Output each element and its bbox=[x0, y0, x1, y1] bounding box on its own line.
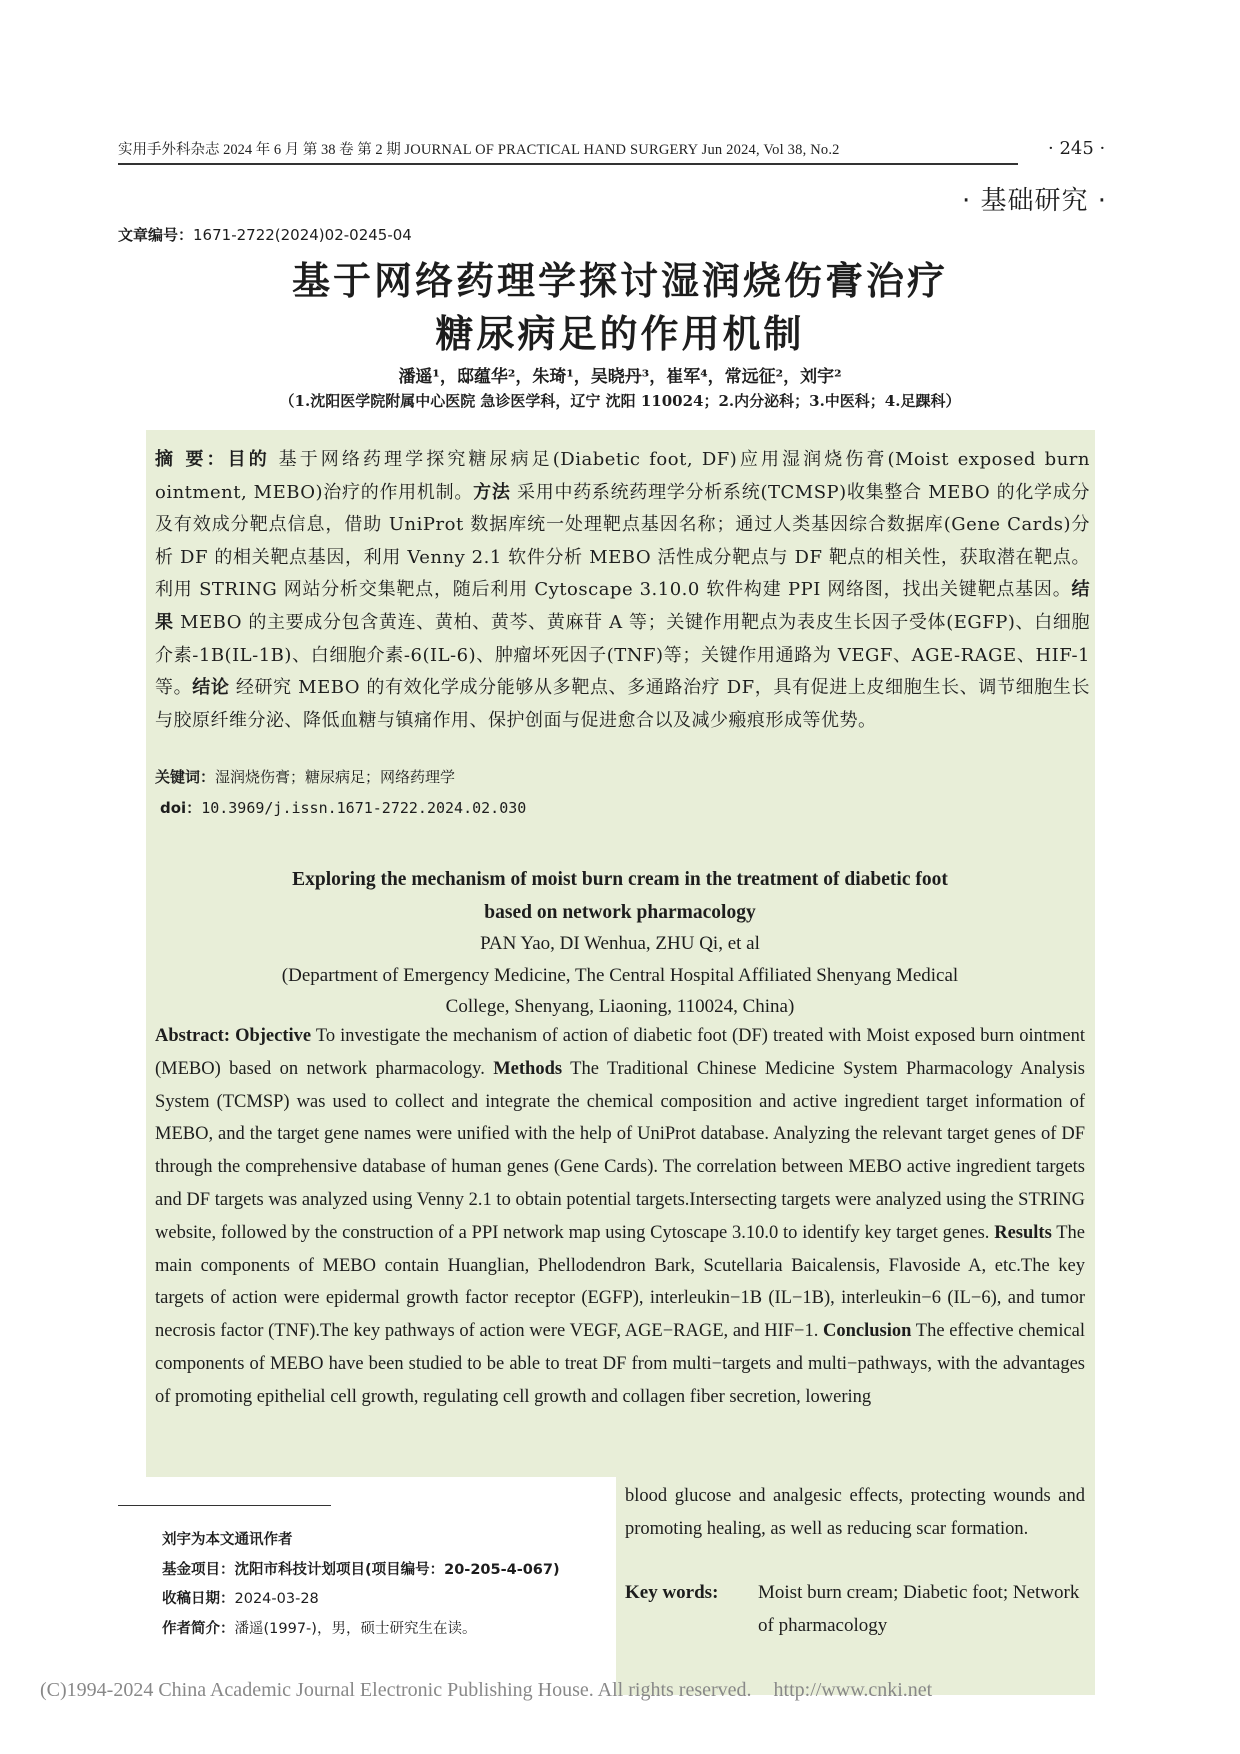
footnote-funding-value: 沈阳市科技计划项目(项目编号：20-205-4-067) bbox=[234, 1561, 560, 1578]
affiliation-zh: （1.沈阳医学院附属中心医院 急诊医学科，辽宁 沈阳 110024；2.内分泌科；3.中医科；4.足踝科） bbox=[279, 392, 961, 410]
keywords-zh-label: 关键词： bbox=[155, 768, 216, 786]
doi bbox=[160, 797, 526, 818]
article-number bbox=[118, 224, 412, 245]
doi-value: 10.3969/j.issn.1671-2722.2024.02.030 bbox=[201, 799, 527, 817]
running-header bbox=[118, 138, 1018, 165]
affiliation-en-line1: (Department of Emergency Medicine, The Central Hospital Affiliated Shenyang Medical bbox=[281, 965, 959, 986]
footnote-funding-label: 基金项目： bbox=[162, 1561, 235, 1578]
conclusion-zh: 经研究 MEBO 的有效化学成分能够从多靶点、多通路治疗 DF，具有促进上皮细胞生长、调节细胞生长与胶原纤维分泌、降低血糖与镇痛作用、保护创面与促进愈合以及减少瘢痕形成等优势。 bbox=[155, 677, 1090, 731]
keywords-zh-value: 湿润烧伤膏；糖尿病足；网络药理学 bbox=[215, 768, 456, 786]
article-number-value: 1671-2722(2024)02-0245-04 bbox=[193, 226, 412, 244]
footnote-received bbox=[162, 1585, 560, 1615]
footnote-author-bio-label: 作者简介： bbox=[162, 1620, 235, 1637]
keywords-en-value: Moist burn cream; Diabetic foot; Network of pharmacology bbox=[758, 1582, 1080, 1636]
objective-en: To investigate the mechanism of action of diabetic foot (DF) treated with Moist exposed burn ointment (MEBO) based on network pharmacology. bbox=[155, 1026, 1085, 1079]
methods-zh: 采用中药系统药理学分析系统(TCMSP)收集整合 MEBO 的化学成分及有效成分靶点信息，借助 UniProt 数据库统一处理靶点基因名称；通过人类基因综合数据库(Gene Cards)分析 DF 的相关靶点基因，利用 Venny 2.1 软件分析 MEBO 活性成分靶点与 DF 靶点的相关性，获取潜在靶点。利用 STRING 网站分析交集靶点，随后利用 Cytoscape 3.10.0 软件构建 PPI 网络图，找出关键靶点基因。 bbox=[155, 481, 1090, 601]
results-zh: MEBO 的主要成分包含黄连、黄柏、黄芩、黄麻苷 A 等；关键作用靶点为表皮生长因子受体(EGFP)、白细胞介素-1B(IL-1B)、白细胞介素-6(IL-6)、肿瘤坏死因子(TNF)等；关键作用通路为 VEGF、AGE-RAGE、HIF-1 等。 bbox=[155, 611, 1091, 699]
abstract-zh bbox=[155, 444, 1090, 737]
keywords-en bbox=[625, 1577, 1085, 1643]
conclusion-en-label: Conclusion bbox=[823, 1321, 912, 1342]
results-en-label: Results bbox=[994, 1222, 1052, 1243]
copyright-text: (C)1994-2024 China Academic Journal Electronic Publishing House. All rights reserved. bbox=[40, 1679, 752, 1701]
title-zh-line1: 基于网络药理学探讨湿润烧伤膏治疗 bbox=[291, 258, 948, 303]
article-number-label: 文章编号： bbox=[118, 226, 194, 244]
footnote-received-label: 收稿日期： bbox=[162, 1591, 235, 1607]
footnote-funding bbox=[162, 1556, 560, 1586]
objective-zh-label: 目的 bbox=[227, 449, 270, 470]
footnotes bbox=[162, 1526, 560, 1644]
authors-zh: 潘遥¹，邸蕴华²，朱琦¹，吴晓丹³，崔军⁴，常远征²，刘宇² bbox=[398, 367, 842, 387]
footnote-author-bio bbox=[162, 1615, 560, 1645]
abstract-zh-label: 摘 要： bbox=[155, 449, 228, 470]
methods-zh-label: 方法 bbox=[473, 481, 511, 503]
cnki-link[interactable]: http://www.cnki.net bbox=[773, 1679, 933, 1701]
keywords-en-label: Key words: bbox=[625, 1582, 719, 1603]
results-en: The main components of MEBO contain Huanglian, Phellodendron Bark, Scutellaria Baicalensis, Flavoside A, etc.The key targets of action were epidermal growth factor receptor (EGFP), interleukin−1B (IL−1B), interleukin−6 (IL−6), and tumor necrosis factor (TNF).The key pathways of action were VEGF, AGE−RAGE, and HIF−1. bbox=[155, 1222, 1085, 1342]
footnote-corresponding bbox=[162, 1526, 560, 1556]
affiliation-en-line2: College, Shenyang, Liaoning, 110024, China) bbox=[445, 996, 795, 1017]
footnote-author-bio-value: 潘遥(1997-)，男，硕士研究生在读。 bbox=[234, 1620, 477, 1637]
journal-name-en: JOURNAL OF PRACTICAL HAND SURGERY Jun 2024, Vol 38, No.2 bbox=[404, 142, 840, 158]
page-number: · 245 · bbox=[1048, 138, 1106, 159]
title-zh-line2: 糖尿病足的作用机制 bbox=[435, 311, 805, 356]
conclusion-en: The effective chemical components of MEBO have been studied to be able to treat DF from multi−targets and multi−pathways, with the advantages of promoting epithelial cell growth, regulating cell growth and collagen fiber secretion, lowering bbox=[155, 1321, 1086, 1407]
objective-en-label: Objective bbox=[235, 1026, 312, 1046]
section-tag: · 基础研究 · bbox=[962, 186, 1108, 216]
title-en-line2: based on network pharmacology bbox=[484, 902, 756, 923]
abstract-en-label: Abstract: bbox=[155, 1026, 231, 1046]
journal-name-zh: 实用手外科杂志 2024 年 6 月 第 38 卷 第 2 期 bbox=[118, 142, 401, 158]
footnote-rule bbox=[118, 1505, 331, 1506]
methods-en: The Traditional Chinese Medicine System Pharmacology Analysis System (TCMSP) was used to collect and integrate the chemical composition and active ingredient target information of MEBO, and the target gene names were unified with the help of UniProt database. Analyzing the relevant target genes of DF through the comprehensive database of human genes (Gene Cards). The correlation between MEBO active ingredient targets and DF targets was analyzed using Venny 2.1 to obtain potential targets.Intersecting targets were analyzed using the STRING website, followed by the construction of a PPI network map using Cytoscape 3.10.0 to identify key target genes. bbox=[155, 1058, 1085, 1243]
copyright-line bbox=[40, 1679, 932, 1702]
doi-label: doi： bbox=[160, 799, 202, 817]
objective-zh: 基于网络药理学探究糖尿病足(Diabetic foot, DF)应用湿润烧伤膏(Moist exposed burn ointment, MEBO)治疗的作用机制。 bbox=[155, 449, 1090, 503]
results-zh-label: 结果 bbox=[155, 579, 1090, 633]
methods-en-label: Methods bbox=[493, 1058, 563, 1079]
authors-en: PAN Yao, DI Wenhua, ZHU Qi, et al bbox=[480, 933, 760, 954]
conclusion-zh-label: 结论 bbox=[192, 677, 230, 699]
footnote-corresponding-text: 刘宇为本文通讯作者 bbox=[162, 1532, 293, 1548]
abstract-en bbox=[155, 1020, 1085, 1414]
keywords-zh bbox=[155, 766, 455, 787]
footnote-received-value: 2024-03-28 bbox=[234, 1591, 319, 1607]
abstract-en-tail: blood glucose and analgesic effects, protecting wounds and promoting healing, as well as reducing scar formation. bbox=[625, 1486, 1085, 1539]
title-en-line1: Exploring the mechanism of moist burn cream in the treatment of diabetic foot bbox=[292, 869, 948, 890]
